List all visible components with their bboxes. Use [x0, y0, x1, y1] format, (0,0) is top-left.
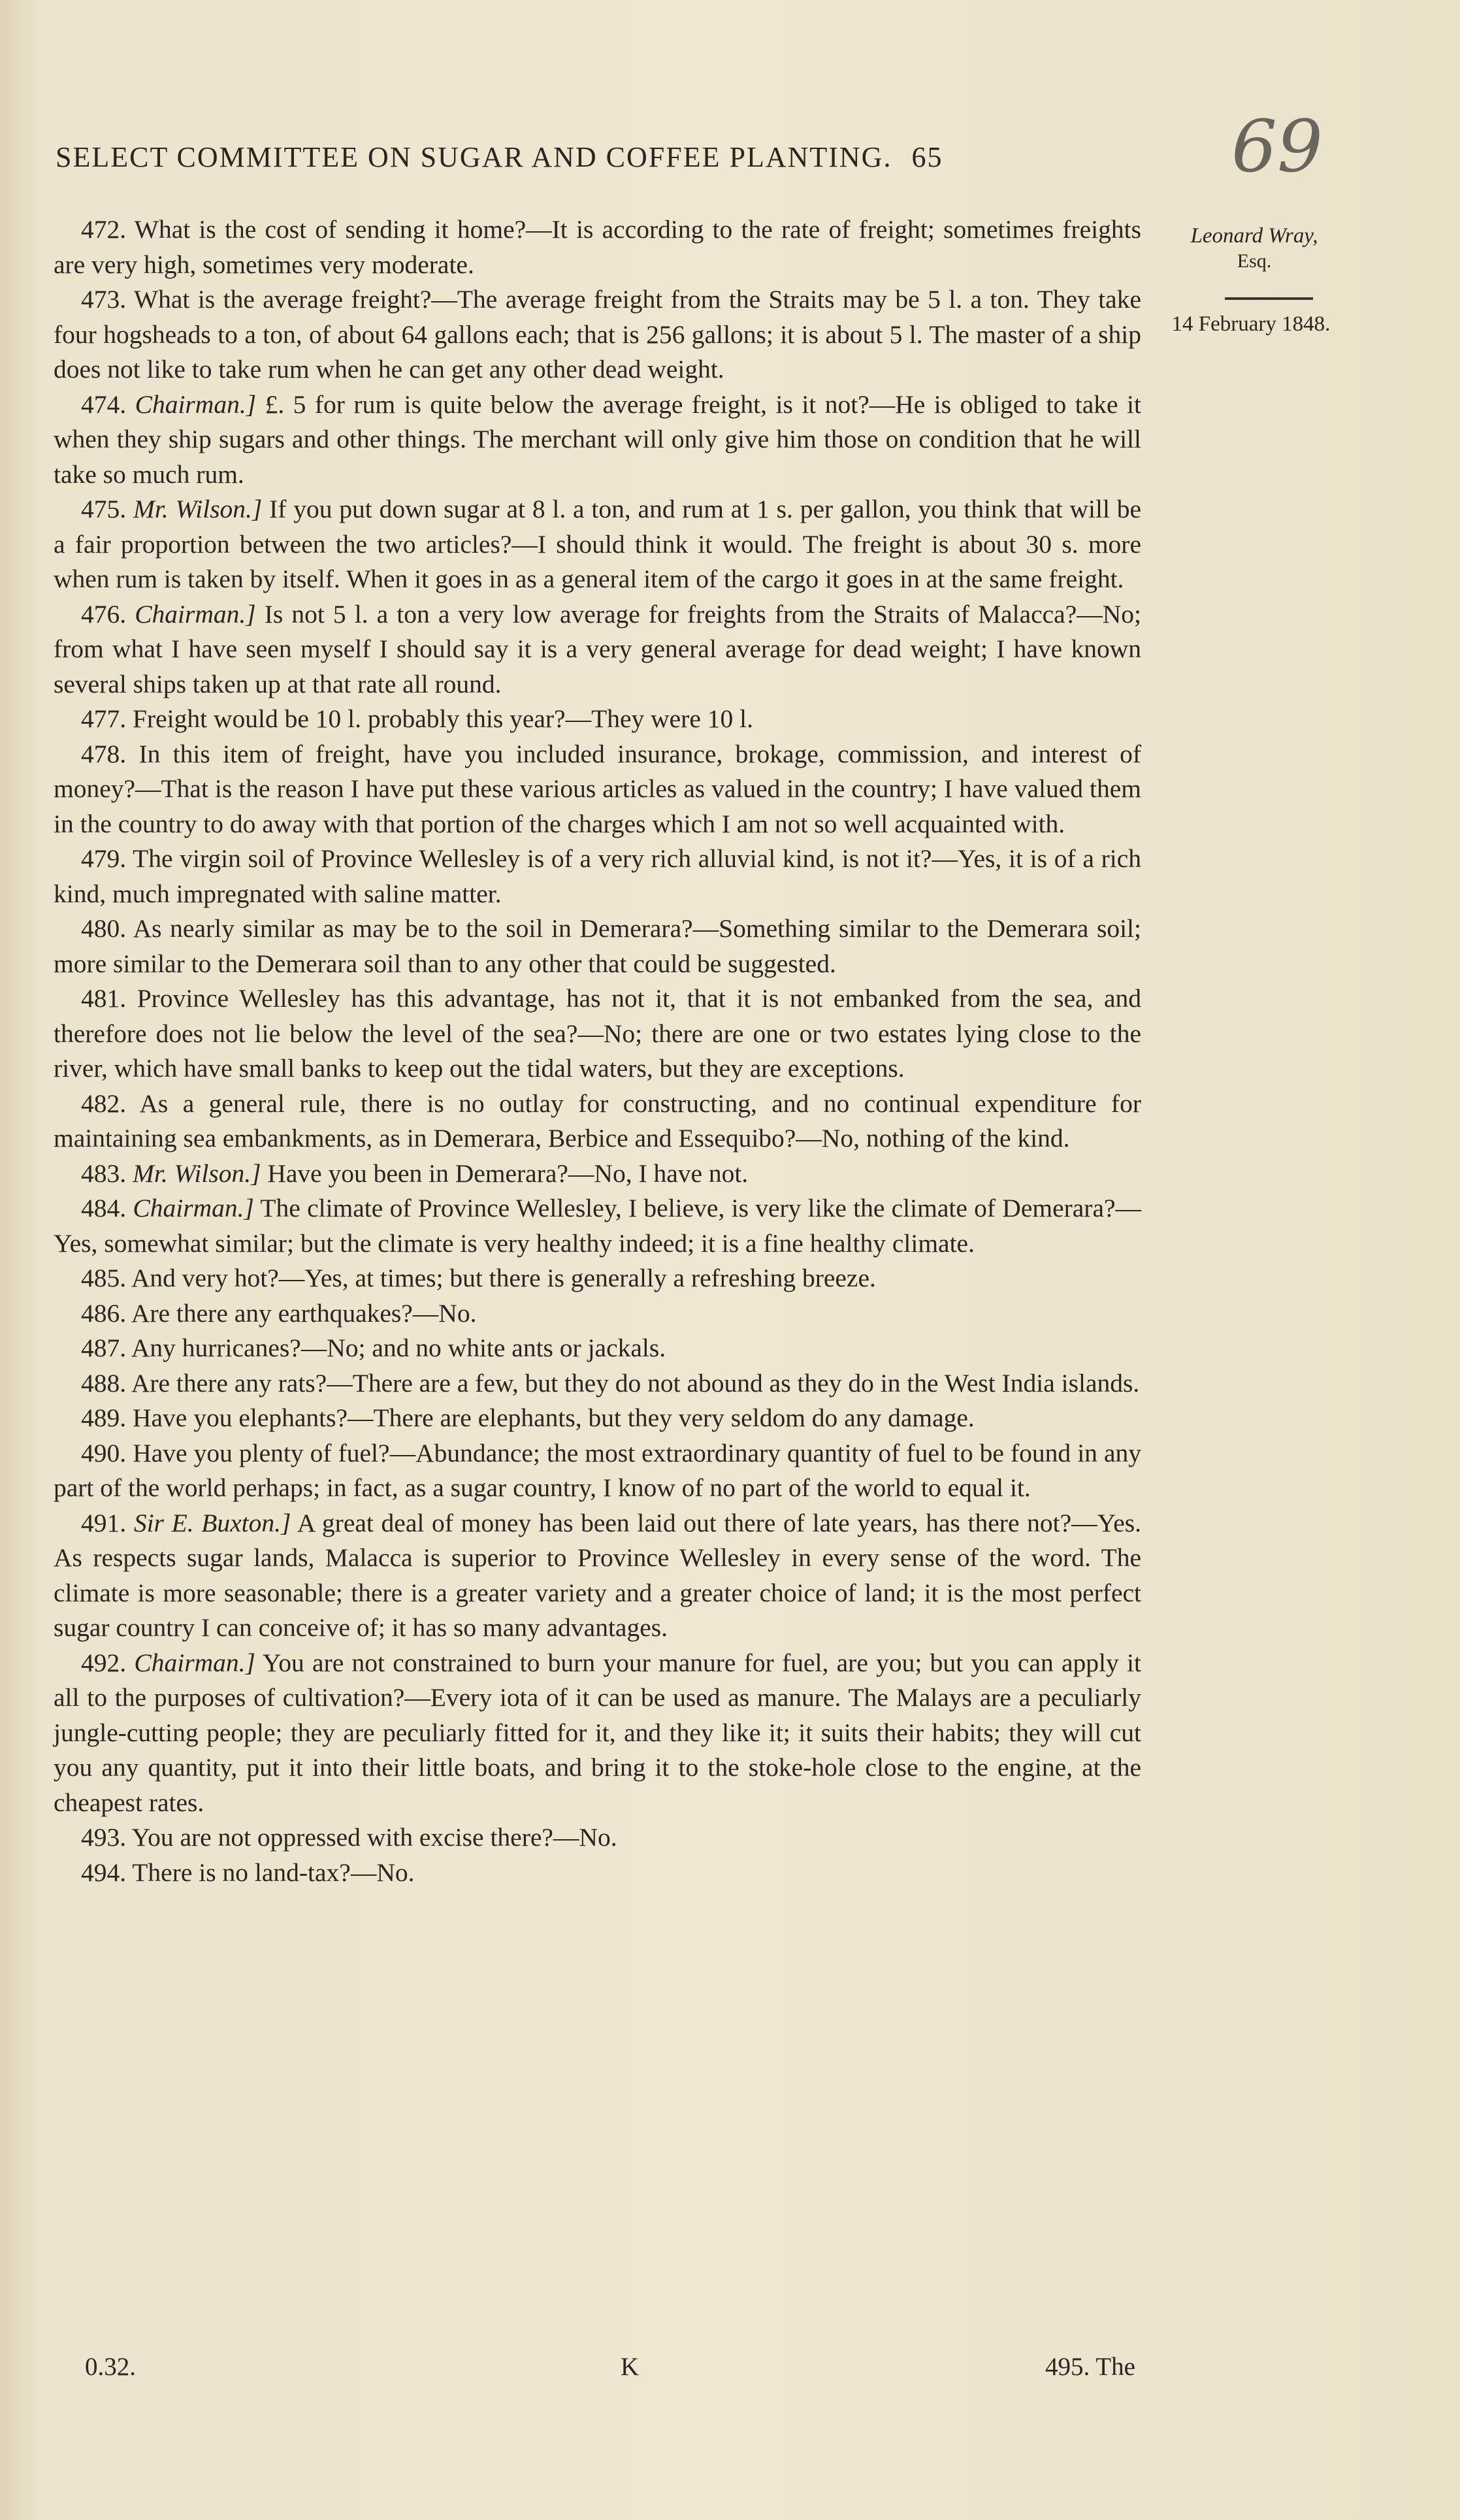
question-number: 488.	[81, 1368, 127, 1398]
question-number: 493.	[81, 1823, 127, 1852]
testimony-question	[54, 492, 1141, 597]
testimony-question	[54, 1401, 1141, 1436]
testimony-question	[54, 597, 1141, 702]
footer-sheet-number: 0.32.	[85, 2353, 136, 2381]
speaker-name: Mr. Wilson.]	[133, 495, 263, 523]
question-text: What is the average freight?—The average freight from the Straits may be 5 l. a ton. They take four hogsheads to a ton, of about 64 gallons each; that is 256 gallons; it is about 5 l. The master of a ship does not like to take rum when he can get any other dead weight.	[54, 285, 1141, 384]
question-number: 486.	[81, 1298, 127, 1328]
question-number: 483.	[81, 1158, 127, 1188]
question-number: 474.	[81, 389, 127, 419]
question-text: Freight would be 10 l. probably this year?—They were 10 l.	[133, 704, 753, 733]
question-number: 484.	[81, 1194, 127, 1222]
question-number: 480.	[81, 914, 127, 943]
question-number: 482.	[81, 1088, 127, 1118]
question-number: 476.	[81, 599, 127, 629]
testimony-question	[54, 1191, 1141, 1261]
header-title: SELECT COMMITTEE ON SUGAR AND COFFEE PLANTING.	[56, 141, 892, 173]
testimony-question	[54, 702, 1141, 737]
question-text: You are not constrained to burn your manure for fuel, are you; but you can apply it all to the purposes of cultivation?—Every iota of it can be used as manure. The Malays are a peculiarly jungle-cutting people; they are peculiarly fitted for it, and they like it; it suits their habits; they will cut you any quantity, put it into their little boats, and bring it to the stoke-hole close to the engine, at the cheapest rates.	[54, 1648, 1141, 1817]
testimony-question	[54, 212, 1141, 282]
question-text: £. 5 for rum is quite below the average freight, is it not?—He is obliged to take it when they ship sugars and other things. The merchant will only give him those on condition that he will take so much rum.	[54, 389, 1141, 489]
testimony-body	[54, 212, 1141, 1890]
question-text: Province Wellesley has this advantage, has not it, that it is not embanked from the sea, and therefore does not lie below the level of the sea?—No; there are one or two estates lying close to the river, which have small banks to keep out the tidal waters, but they are exceptions.	[54, 984, 1142, 1083]
question-text: Is not 5 l. a ton a very low average for freights from the Straits of Malacca?—No; from what I have seen myself I should say it is a very general average for dead weight; I have known several ships taken up at that rate all round.	[54, 599, 1141, 698]
testimony-question	[54, 1820, 1141, 1856]
speaker-name: Chairman.]	[135, 599, 256, 629]
question-number: 479.	[81, 844, 127, 873]
question-number: 492.	[81, 1648, 127, 1677]
speaker-name: Sir E. Buxton.]	[133, 1508, 291, 1537]
testimony-question	[54, 1436, 1141, 1506]
testimony-question	[54, 1296, 1141, 1332]
question-text: Have you plenty of fuel?—Abundance; the most extraordinary quantity of fuel to be found in any part of the world perhaps; in fact, as a sugar country, I know of no part of the world to equal it.	[54, 1438, 1142, 1502]
testimony-question	[54, 1856, 1141, 1891]
running-header	[56, 140, 1101, 174]
speaker-name: Chairman.]	[135, 389, 257, 419]
question-number: 478.	[81, 739, 127, 768]
question-text: And very hot?—Yes, at times; but there is generally a refreshing breeze.	[131, 1264, 876, 1292]
speaker-name: Chairman.]	[133, 1194, 254, 1222]
testimony-question	[54, 842, 1141, 911]
question-number: 494.	[81, 1857, 127, 1887]
question-number: 473.	[81, 285, 127, 314]
testimony-question	[54, 1506, 1141, 1646]
question-number: 477.	[81, 704, 127, 733]
testimony-question	[54, 911, 1141, 981]
question-text: A great deal of money has been laid out there of late years, has there not?—Yes. As respects sugar lands, Malacca is superior to Province Wellesley in every sense of the word. The climate is more seasonable; there is a greater variety and a greater choice of land; it is the most perfect sugar country I can conceive of; it has so many advantages.	[54, 1508, 1142, 1642]
testimony-question	[54, 1366, 1141, 1401]
margin-rule	[1225, 297, 1313, 300]
header-page-number: 65	[911, 141, 943, 173]
question-number: 485.	[81, 1264, 127, 1292]
speaker-name: Mr. Wilson.]	[133, 1158, 261, 1188]
question-text: Are there any rats?—There are a few, but they do not abound as they do in the West India islands.	[131, 1368, 1140, 1398]
question-text: Have you elephants?—There are elephants, but they very seldom do any damage.	[133, 1403, 975, 1432]
hearing-date: 14 February 1848.	[1171, 312, 1331, 336]
testimony-question	[54, 387, 1141, 493]
testimony-question	[54, 981, 1141, 1087]
testimony-question	[54, 1087, 1141, 1156]
question-number: 475.	[81, 495, 127, 523]
speaker-name: Chairman.]	[134, 1648, 255, 1677]
handwritten-folio-number: 69	[1231, 105, 1323, 188]
question-text: What is the cost of sending it home?—It is according to the rate of freight; sometimes freights are very high, sometimes very moderate.	[54, 215, 1141, 279]
question-text: As a general rule, there is no outlay for constructing, and no continual expenditure for maintaining sea embankments, as in Demerara, Berbice and Essequibo?—No, nothing of the kind.	[54, 1088, 1141, 1153]
question-text: As nearly similar as may be to the soil in Demerara?—Something similar to the Demerara soil; more similar to the Demerara soil than to any other that could be suggested.	[54, 914, 1141, 978]
witness-name: Leonard Wray,	[1190, 224, 1318, 248]
question-text: In this item of freight, have you included insurance, brokage, commission, and interest of money?—That is the reason I have put these various articles as valued in the country; I have valued them in the country to do away with that portion of the charges which I am not so well acquainted with.	[54, 739, 1142, 838]
question-text: There is no land-tax?—No.	[132, 1857, 415, 1887]
question-number: 487.	[81, 1334, 127, 1362]
testimony-question	[54, 1331, 1141, 1366]
footer-signature-mark: K	[621, 2353, 640, 2381]
question-number: 491.	[81, 1508, 127, 1537]
question-number: 481.	[81, 984, 127, 1013]
question-number: 490.	[81, 1438, 127, 1467]
testimony-question	[54, 737, 1141, 842]
question-number: 489.	[81, 1403, 127, 1432]
question-text: Any hurricanes?—No; and no white ants or jackals.	[131, 1334, 666, 1362]
question-text: If you put down sugar at 8 l. a ton, and rum at 1 s. per gallon, you think that will be a fair proportion between the two articles?—I should think it would. The freight is about 30 s. more when rum is taken by itself. When it goes in as a general item of the cargo it goes in at the same freight.	[54, 495, 1142, 593]
testimony-question	[54, 1261, 1141, 1296]
footer-catchword: 495. The	[1045, 2353, 1135, 2381]
testimony-question	[54, 1156, 1141, 1192]
question-text: The virgin soil of Province Wellesley is of a very rich alluvial kind, is not it?—Yes, it is of a rich kind, much impregnated with saline matter.	[54, 844, 1141, 908]
question-text: Have you been in Demerara?—No, I have not.	[267, 1158, 749, 1188]
testimony-question	[54, 1646, 1141, 1821]
witness-suffix: Esq.	[1237, 250, 1272, 272]
question-text: The climate of Province Wellesley, I believe, is very like the climate of Demerara?—Yes, somewhat similar; but the climate is very healthy indeed; it is a fine healthy climate.	[54, 1194, 1142, 1258]
question-text: Are there any earthquakes?—No.	[131, 1298, 477, 1328]
question-text: You are not oppressed with excise there?—No.	[131, 1823, 617, 1852]
question-number: 472.	[81, 215, 127, 244]
testimony-question	[54, 282, 1141, 387]
